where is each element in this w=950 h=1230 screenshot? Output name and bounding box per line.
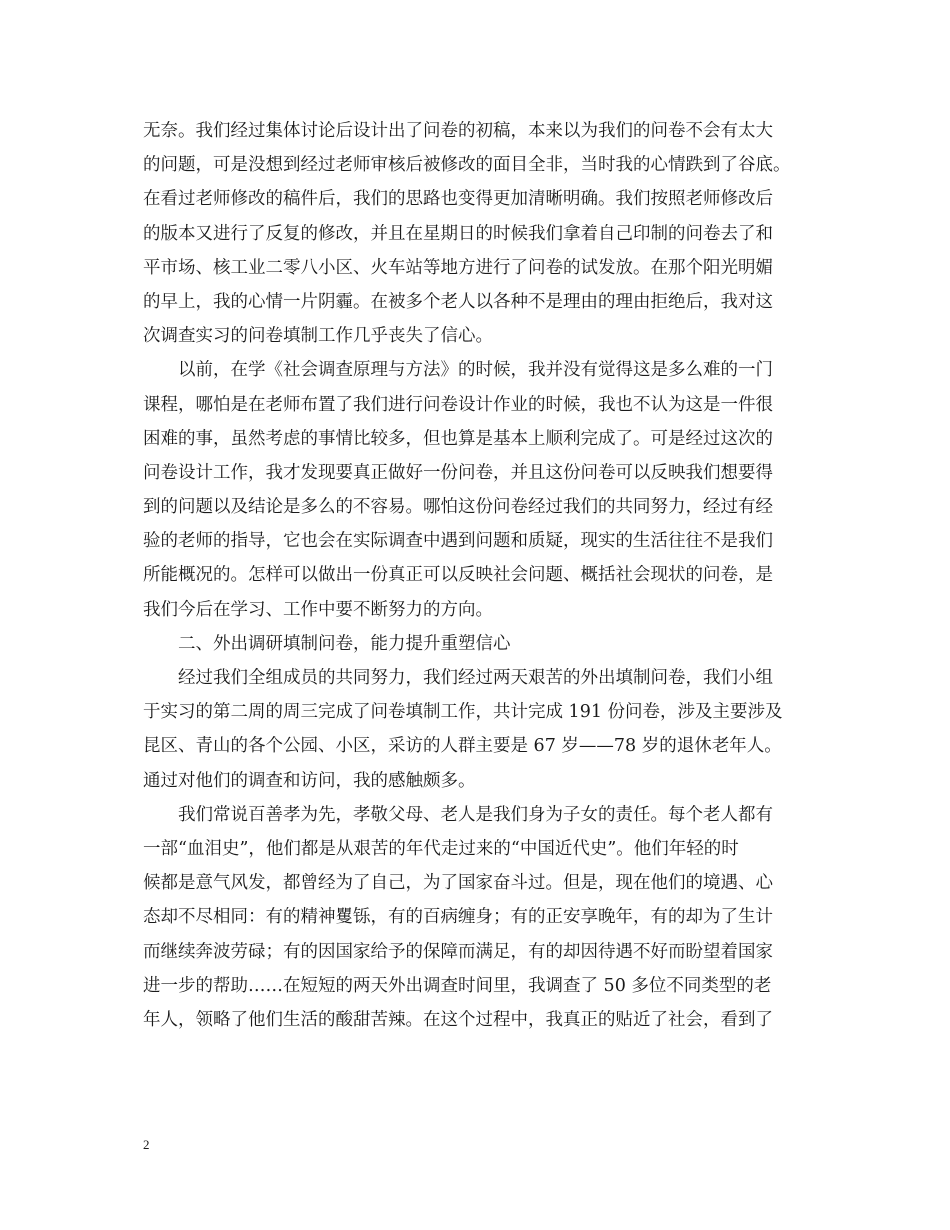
text-line: 无奈。我们经过集体讨论后设计出了问卷的初稿，本来以为我们的问卷不会有太大 [143,121,773,141]
text-line: 验的老师的指导，它也会在实际调查中遇到问题和质疑，现实的生活往往不是我们 [143,531,773,552]
text-line: 所能概况的。怎样可以做出一份真正可以反映社会问题、概括社会现状的问卷，是 [143,565,773,586]
page-number: 2 [143,1137,150,1152]
text-line: 进一步的帮助……在短短的两天外出调查时间里，我调查了 50 多位不同类型的老 [143,975,772,996]
section-heading: 二、外出调研填制问卷，能力提升重塑信心 [178,633,511,654]
text-line: 的问题，可是没想到经过老师审核后被修改的面目全非，当时我的心情跌到了谷底。 [143,155,791,176]
text-line: 候都是意气风发，都曾经为了自己，为了国家奋斗过。但是，现在他们的境遇、心 [143,873,773,894]
text-line: 我们今后在学习、工作中要不断努力的方向。 [143,599,493,620]
text-line: 于实习的第二周的周三完成了问卷填制工作，共计完成 191 份问卷，涉及主要涉及 [143,702,783,723]
text-line: 而继续奔波劳碌；有的因国家给予的保障而满足，有的却因待遇不好而盼望着国家 [143,941,773,962]
paragraph-first-line: 经过我们全组成员的共同努力，我们经过两天艰苦的外出填制问卷，我们小组 [178,668,773,688]
text-line: 的版本又进行了反复的修改，并且在星期日的时候我们拿着自己印制的问卷去了和 [143,223,773,244]
text-line: 问卷设计工作，我才发现要真正做好一份问卷，并且这份问卷可以反映我们想要得 [143,462,773,483]
text-line: 年人，领略了他们生活的酸甜苦辣。在这个过程中，我真正的贴近了社会，看到了 [143,1009,773,1030]
paragraph-first-line: 以前，在学《社会调查原理与方法》的时候，我并没有觉得这是多么难的一门 [178,360,773,381]
text-line: 在看过老师修改的稿件后，我们的思路也变得更加清晰明确。我们按照老师修改后 [143,189,773,210]
paragraph-first-line: 我们常说百善孝为先，孝敬父母、老人是我们身为子女的责任。每个老人都有 [178,804,773,825]
text-line: 的早上，我的心情一片阴霾。在被多个老人以各种不是理由的理由拒绝后，我对这 [143,291,773,312]
text-line: 课程，哪怕是在老师布置了我们进行问卷设计作业的时候，我也不认为这是一件很 [143,394,773,415]
text-line: 一部“血泪史”，他们都是从艰苦的年代走过来的“中国近代史”。他们年轻的时 [143,838,739,859]
text-line: 态却不尽相同：有的精神矍铄，有的百病缠身；有的正安享晚年，有的却为了生计 [143,907,773,928]
text-line: 昆区、青山的各个公园、小区，采访的人群主要是 67 岁——78 岁的退休老年人。 [143,736,782,757]
text-line: 次调查实习的问卷填制工作几乎丧失了信心。 [143,326,493,347]
text-line: 通过对他们的调查和访问，我的感触颇多。 [143,770,476,791]
text-line: 到的问题以及结论是多么的不容易。哪怕这份问卷经过我们的共同努力，经过有经 [143,497,773,518]
text-line: 平市场、核工业二零八小区、火车站等地方进行了问卷的试发放。在那个阳光明媚 [143,257,773,278]
body-text [143,114,815,1037]
text-line: 困难的事，虽然考虑的事情比较多，但也算是基本上顺利完成了。可是经过这次的 [143,428,773,449]
